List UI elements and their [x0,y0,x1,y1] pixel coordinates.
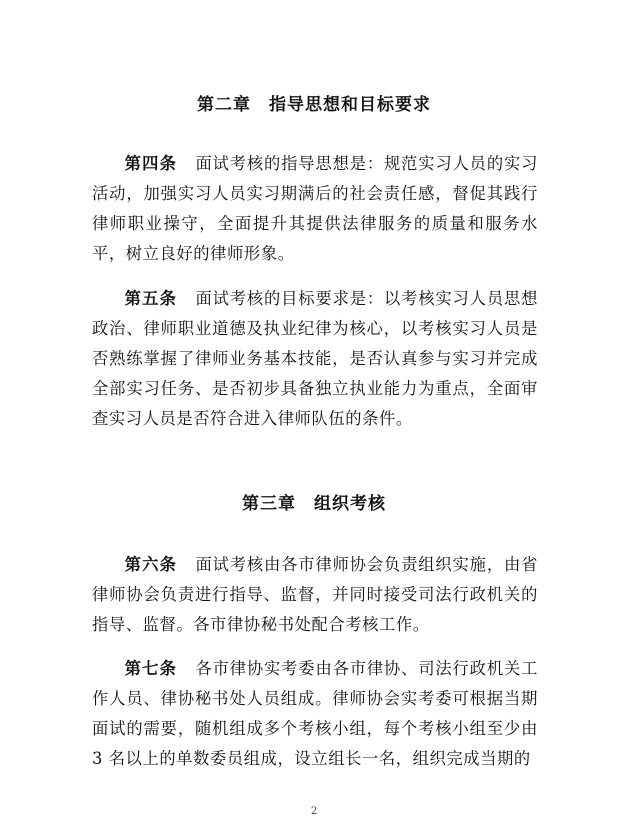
chapter-heading: 第二章 指导思想和目标要求 [197,95,431,115]
article-paragraph [92,550,538,640]
article-label: 第六条 [124,555,178,574]
page-number: 2 [310,806,318,817]
article-label: 第四条 [124,154,178,173]
article-paragraph [92,284,538,434]
article-text: 面试考核的指导思想是：规范实习人员的实习活动，加强实习人员实习期满后的社会责任感，督促其践行律师职业操守，全面提升其提供法律服务的质量和服务水平，树立良好的律师形象。 [92,154,538,263]
article-text: 面试考核由各市律师协会负责组织实施，由省律师协会负责进行指导、监督，并同时接受司法行政机关的指导、监督。各市律协秘书处配合考核工作。 [92,555,538,634]
article-paragraph [92,654,538,804]
article-text: 各市律协实考委由各市律协、司法行政机关工作人员、律协秘书处人员组成。律师协会实考委可根据当期面试的需要，随机组成多个考核小组，每个考核小组至少由 3 名以上的单数委员组成，设立组长一名，组织完成当期的 [92,659,538,768]
article-text: 面试考核的目标要求是：以考核实习人员思想政治、律师职业道德及执业纪律为核心，以考核实习人员是否熟练掌握了律师业务基本技能，是否认真参与实习并完成全部实习任务、是否初步具备独立执业能力为重点，全面审查实习人员是否符合进入律师队伍的条件。 [92,289,538,428]
chapter-heading: 第三章 组织考核 [242,494,386,514]
article-paragraph [92,149,538,269]
article-label: 第五条 [124,289,178,308]
article-label: 第七条 [124,659,178,678]
